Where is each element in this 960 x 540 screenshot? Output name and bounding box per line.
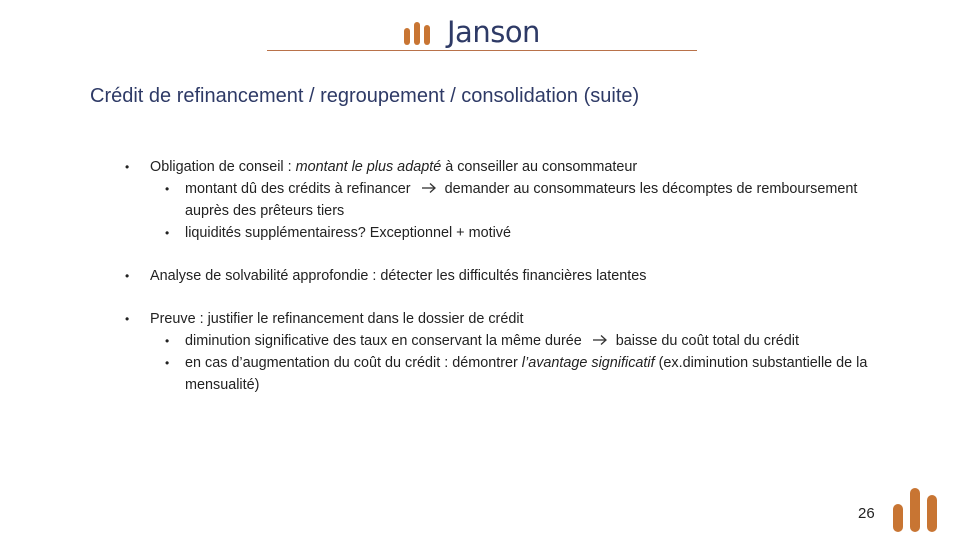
bullet-text: Obligation de conseil : — [150, 159, 296, 175]
bullet-icon: • — [165, 226, 170, 240]
header-divider — [267, 50, 697, 51]
bullet-icon: • — [165, 334, 170, 348]
sub-bullet — [150, 178, 902, 222]
janson-logo-icon — [404, 19, 434, 45]
bullet-icon: • — [125, 160, 130, 174]
sub-bullet-text: en cas d’augmentation du coût du crédit : démontrer — [185, 355, 522, 371]
sub-bullet-text: montant dû des crédits à refinancer — [185, 181, 411, 197]
bullet-text: Analyse de solvabilité approfondie : détecter les difficultés financières latentes — [150, 268, 647, 284]
header-logo — [404, 14, 540, 50]
sub-bullet — [150, 352, 902, 396]
sub-bullet-emphasis: l’avantage significatif — [521, 355, 655, 371]
bullet-obligation — [122, 156, 902, 244]
sub-bullet — [150, 330, 902, 352]
bullet-emphasis: montant le plus adapté — [295, 159, 442, 175]
sub-bullet — [150, 222, 902, 244]
bullet-solvabilite — [122, 265, 902, 287]
right-arrow-icon — [592, 334, 608, 346]
bullet-icon: • — [125, 312, 130, 326]
sub-bullet-text: demander au consommateurs les décomptes de remboursement auprès des prêteurs tiers — [185, 181, 858, 219]
right-arrow-icon — [421, 182, 437, 194]
sub-bullet-text: liquidités supplémentairess? Exceptionnel + motivé — [185, 225, 511, 241]
page-number: 26 — [858, 505, 875, 522]
sub-list — [150, 330, 902, 396]
sub-list — [150, 178, 902, 244]
brand-name: Janson — [447, 15, 540, 49]
bullet-text: Preuve : justifier le refinancement dans le dossier de crédit — [150, 311, 524, 327]
sub-bullet-text: baisse du coût total du crédit — [615, 333, 799, 349]
slide-content — [122, 156, 902, 396]
bullet-preuve — [122, 308, 902, 396]
bullet-text: à conseiller au consommateur — [441, 159, 638, 175]
bullet-icon: • — [165, 182, 170, 196]
slide-title: Crédit de refinancement / regroupement / consolidation (suite) — [90, 85, 640, 107]
janson-corner-logo-icon — [893, 486, 939, 532]
sub-bullet-text: (ex.diminution substantielle de la mensualité) — [185, 355, 868, 393]
bullet-icon: • — [125, 269, 130, 283]
sub-bullet-text: diminution significative des taux en conservant la même durée — [185, 333, 582, 349]
bullet-icon: • — [165, 356, 170, 370]
